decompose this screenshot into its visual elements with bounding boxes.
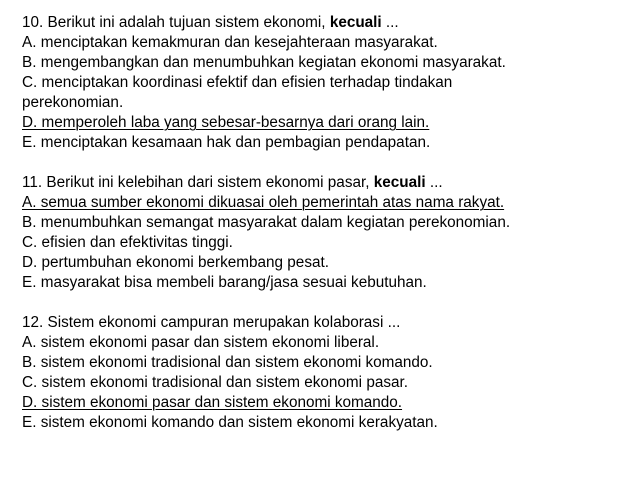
question-11-option-c: C. efisien dan efektivitas tinggi. — [22, 234, 233, 251]
question-11-option-a-text: A. semua sumber ekonomi dikuasai oleh pemerintah atas nama rakyat. — [22, 194, 505, 211]
spacer — [22, 293, 638, 313]
question-12-option-d-answer — [22, 393, 638, 413]
question-11-option-e: E. masyarakat bisa membeli barang/jasa sesuai kebutuhan. — [22, 274, 427, 291]
question-10-stem-keyword: kecuali — [329, 14, 382, 31]
question-10-stem — [22, 13, 638, 33]
question-10-option-a: A. menciptakan kemakmuran dan kesejahteraan masyarakat. — [22, 34, 438, 51]
question-11-stem — [22, 173, 638, 193]
question-11-stem-text: 11. Berikut ini kelebihan dari sistem ekonomi pasar, — [22, 174, 374, 191]
question-10-option-b: B. mengembangkan dan menumbuhkan kegiatan ekonomi masyarakat. — [22, 54, 506, 71]
spacer — [22, 153, 638, 173]
question-10-stem-text: 10. Berikut ini adalah tujuan sistem ekonomi, — [22, 14, 330, 31]
question-10-option-c: C. menciptakan koordinasi efektif dan efisien terhadap tindakan — [22, 74, 453, 91]
question-11 — [22, 173, 638, 293]
question-10-stem-ellipsis: ... — [381, 14, 399, 31]
question-12-option-a: A. sistem ekonomi pasar dan sistem ekonomi liberal. — [22, 334, 380, 351]
question-11-option-d: D. pertumbuhan ekonomi berkembang pesat. — [22, 254, 329, 271]
question-10-option-d-text: D. memperoleh laba yang sebesar-besarnya dari orang lain. — [22, 114, 430, 131]
question-12-option-e: E. sistem ekonomi komando dan sistem ekonomi kerakyatan. — [22, 414, 438, 431]
question-12-option-b: B. sistem ekonomi tradisional dan sistem ekonomi komando. — [22, 354, 433, 371]
question-10 — [22, 13, 638, 153]
question-10-option-d-answer — [22, 113, 638, 133]
question-11-option-b: B. menumbuhkan semangat masyarakat dalam kegiatan perekonomian. — [22, 214, 511, 231]
question-10-option-c-continued: perekonomian. — [22, 94, 124, 111]
question-11-stem-keyword: kecuali — [373, 174, 426, 191]
question-10-option-e: E. menciptakan kesamaan hak dan pembagian pendapatan. — [22, 134, 431, 151]
question-11-option-a-answer — [22, 193, 638, 213]
question-12 — [22, 313, 638, 433]
question-11-stem-ellipsis: ... — [425, 174, 443, 191]
question-12-option-d-text: D. sistem ekonomi pasar dan sistem ekonomi komando. — [22, 394, 403, 411]
question-12-stem: 12. Sistem ekonomi campuran merupakan kolaborasi ... — [22, 314, 401, 331]
question-12-option-c: C. sistem ekonomi tradisional dan sistem ekonomi pasar. — [22, 374, 408, 391]
